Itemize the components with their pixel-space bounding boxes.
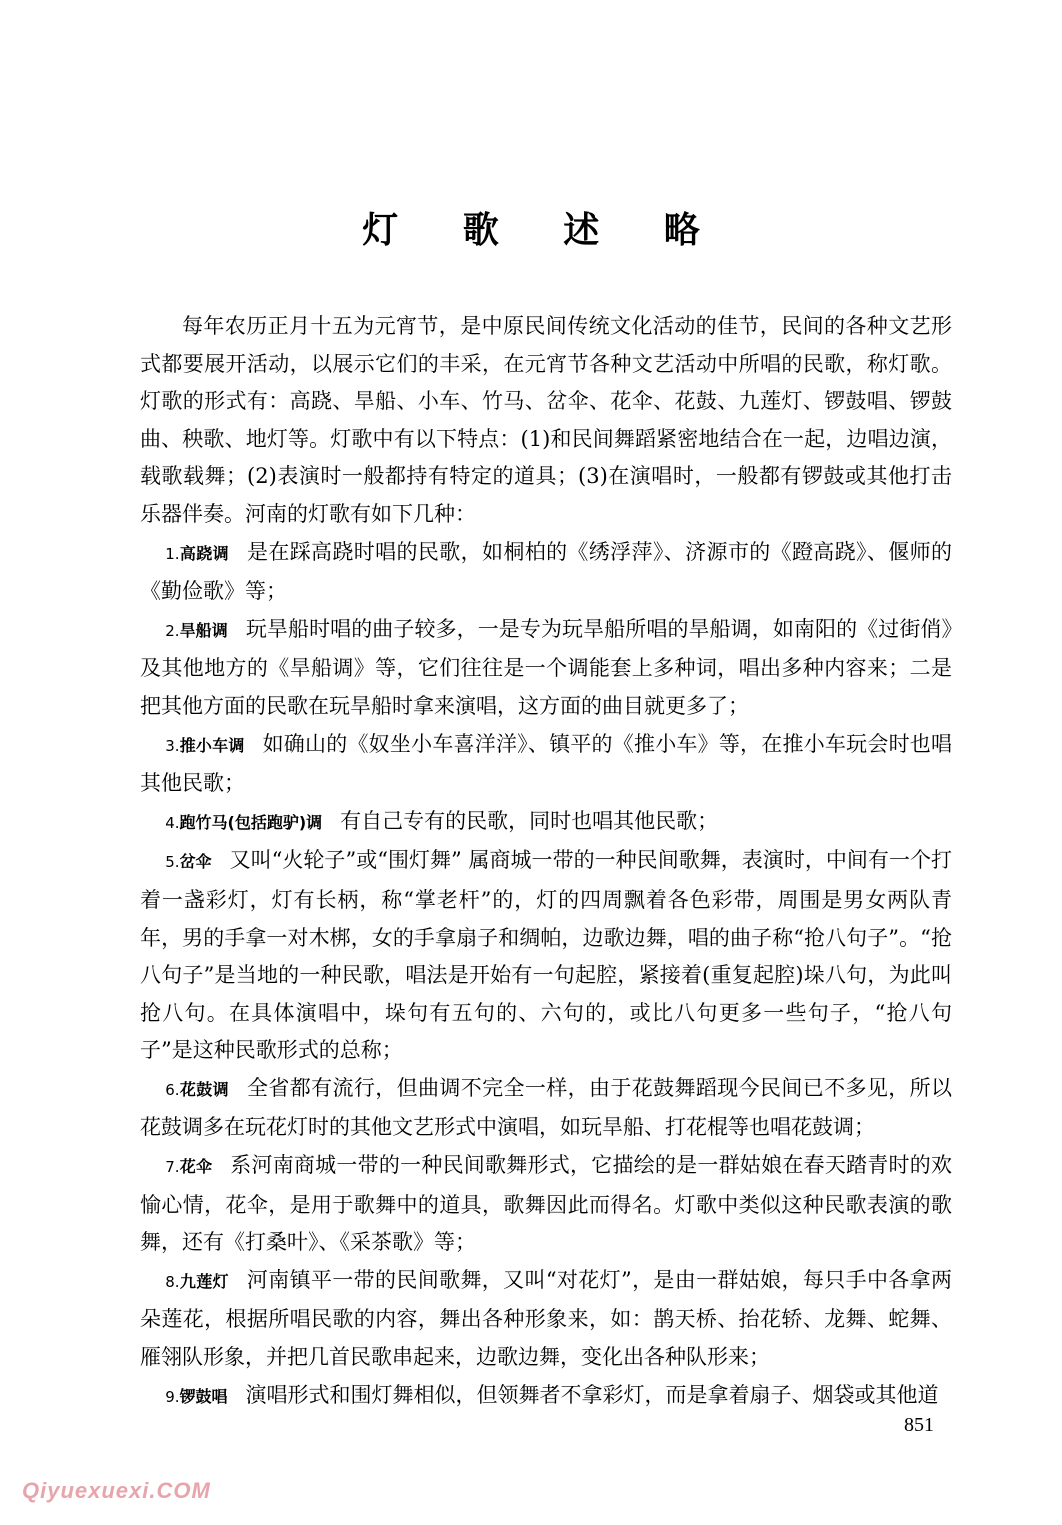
list-item-7	[140, 1147, 952, 1262]
item-text: 是在踩高跷时唱的民歌，如桐柏的《绣浮萍》、济源市的《蹬高跷》、偃师的《勤俭歌》等；	[140, 539, 952, 604]
item-text: 如确山的《奴坐小车喜洋洋》、镇平的《推小车》等，在推小车玩会时也唱其他民歌；	[140, 731, 952, 796]
item-text: 演唱形式和围灯舞相似，但领舞者不拿彩灯，而是拿着扇子、烟袋或其他道	[245, 1382, 939, 1407]
site-watermark[interactable]: Qiyuexuexi.COM	[22, 1478, 211, 1503]
item-term: 花伞	[179, 1157, 213, 1177]
item-term: 锣鼓唱	[179, 1386, 228, 1406]
item-text: 系河南商城一带的一种民间歌舞形式，它描绘的是一群姑娘在春天踏青时的欢愉心情，花伞，是用于歌舞中的道具，歌舞因此而得名。灯歌中类似这种民歌表演的歌舞，还有《打桑叶》、《采茶歌》等；	[140, 1153, 952, 1255]
item-text: 玩旱船时唱的曲子较多，一是专为玩旱船所唱的旱船调，如南阳的《过街俏》及其他地方的《旱船调》等，它们往往是一个调能套上多种词，唱出多种内容来；二是把其他方面的民歌在玩旱船时拿来演唱，这方面的曲目就更多了；	[140, 616, 952, 718]
page-number: 851	[904, 1414, 934, 1436]
item-term: 旱船调	[179, 620, 228, 640]
item-number: 7.	[165, 1158, 180, 1177]
list-item-1	[140, 534, 952, 611]
item-number: 2.	[165, 621, 180, 640]
item-number: 5.	[165, 853, 180, 872]
item-term: 九莲灯	[179, 1271, 229, 1291]
item-term: 跑竹马(包括跑驴)调	[179, 812, 323, 832]
item-number: 1.	[165, 544, 180, 563]
item-text: 全省都有流行，但曲调不完全一样，由于花鼓舞蹈现今民间已不多见，所以花鼓调多在玩花灯时的其他文艺形式中演唱，如玩旱船、打花棍等也唱花鼓调；	[140, 1075, 952, 1140]
list-item-5	[140, 842, 952, 1070]
page-title: 灯 歌 述 略	[362, 209, 726, 251]
item-term: 花鼓调	[179, 1079, 229, 1099]
item-term: 高跷调	[179, 543, 229, 563]
list-item-3	[140, 726, 952, 803]
list-item-4	[140, 803, 952, 843]
list-item-8	[140, 1262, 952, 1377]
item-text: 河南镇平一带的民间歌舞，又叫“对花灯”，是由一群姑娘，每只手中各拿两朵莲花，根据所唱民歌的内容，舞出各种形象来，如：鹊天桥、抬花轿、龙舞、蛇舞、雁翎队形象，并把几首民歌串起来，边歌边舞，变化出各种队形来；	[140, 1267, 952, 1370]
list-item-6	[140, 1070, 952, 1147]
item-number: 8.	[165, 1272, 180, 1291]
list-item-9	[140, 1377, 952, 1417]
item-number: 3.	[165, 736, 180, 755]
item-term: 岔伞	[179, 852, 212, 872]
item-text: 又叫“火轮子”或“围灯舞” 属商城一带的一种民间歌舞，表演时，中间有一个打着一盏彩灯，灯有长柄，称“掌老杆”的，灯的四周飘着各色彩带，周围是男女两队青年，男的手拿一对木梆，女的手拿扇子和绸帕，边歌边舞，唱的曲子称“抢八句子”。“抢八句子”是当地的一种民歌，唱法是开始有一句起腔，紧接着(重复起腔)垛八句，为此叫抢八句。在具体演唱中，垛句有五句的、六句的，或比八句更多一些句子，“抢八句子”是这种民歌形式的总称；	[140, 848, 952, 1063]
item-term: 推小车调	[179, 735, 245, 755]
item-number: 6.	[165, 1080, 180, 1099]
intro-paragraph: 每年农历正月十五为元宵节，是中原民间传统文化活动的佳节，民间的各种文艺形式都要展开活动，以展示它们的丰采，在元宵节各种文艺活动中所唱的民歌，称灯歌。灯歌的形式有：高跷、旱船、小车、竹马、岔伞、花伞、花鼓、九莲灯、锣鼓唱、锣鼓曲、秧歌、地灯等。灯歌中有以下特点：(1)和民间舞蹈紧密地结合在一起，边唱边演，载歌载舞；(2)表演时一般都持有特定的道具；(3)在演唱时，一般都有锣鼓或其他打击乐器伴奏。河南的灯歌有如下几种：	[140, 314, 952, 526]
body-text	[140, 308, 952, 1416]
list-item-2	[140, 611, 952, 726]
item-number: 9.	[165, 1387, 180, 1406]
item-number: 4.	[165, 813, 180, 832]
item-text: 有自己专有的民歌，同时也唱其他民歌；	[340, 808, 719, 833]
